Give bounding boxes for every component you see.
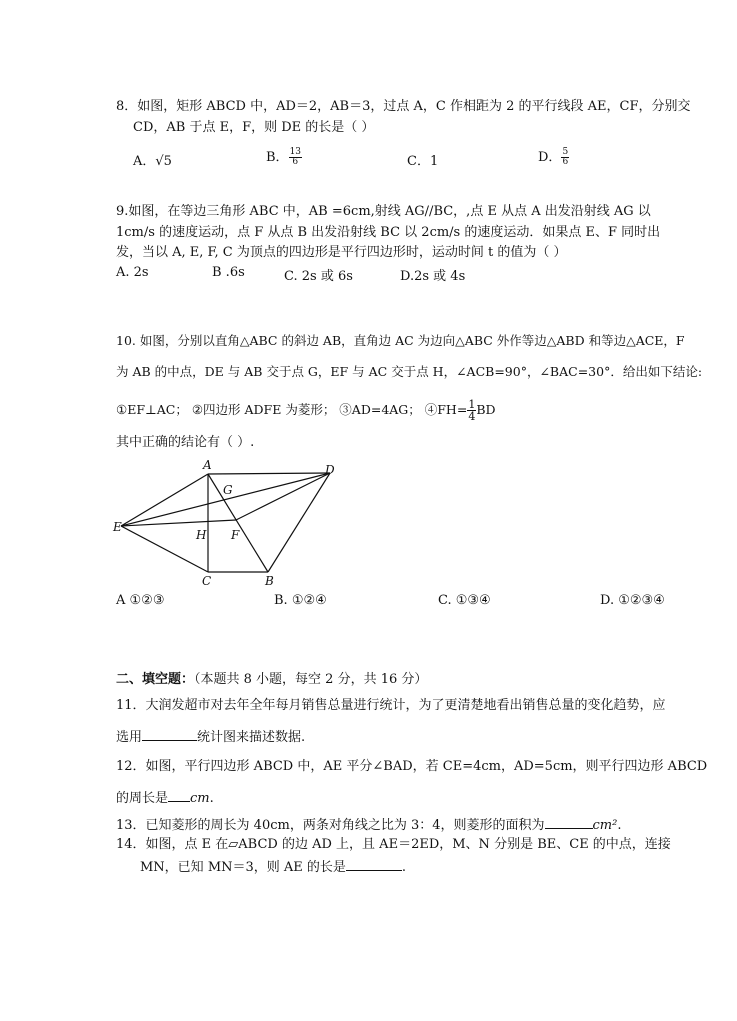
q9-line1: 9.如图，在等边三角形 ABC 中，AB =6cm,射线 AG//BC，,点 E 从点 A 出发沿射线 AG 以 xyxy=(116,204,651,219)
q8-option-a-value: √5 xyxy=(155,154,172,169)
section2-title: 二、填空题： xyxy=(116,672,195,687)
q10-bd: BD xyxy=(476,402,496,417)
label-g: G xyxy=(223,483,233,497)
q10-option-a: A ①②③ xyxy=(116,593,165,608)
q13-text: 13．已知菱形的周长为 40cm，两条对角线之比为 3：4，则菱形的面积为 xyxy=(116,818,545,833)
q8-option-a-label: A． xyxy=(133,154,156,169)
q10-line1: 10. 如图，分别以直角△ABC 的斜边 AB，直角边 AC 为边向△ABC 外作等边△ABD 和等边△ACE，F xyxy=(116,333,685,348)
q9-option-b: B .6s xyxy=(212,265,245,280)
q13-answer-blank[interactable] xyxy=(545,816,593,829)
q8-option-b-label: B． xyxy=(266,150,289,165)
q14-text: MN，已知 MN＝3，则 AE 的长是 xyxy=(140,860,346,875)
label-b: B xyxy=(265,574,274,588)
section2-heading xyxy=(116,671,427,689)
q9-line2: 1cm/s 的速度运动，点 F 从点 B 出发沿射线 BC 以 2cm/s 的速度运动．如果点 E、F 同时出 xyxy=(116,225,661,240)
label-h: H xyxy=(196,528,207,542)
q10-option-c: C. ①③④ xyxy=(438,593,491,608)
q10-option-d: D. ①②③④ xyxy=(600,593,665,608)
q11-line1: 11．大润发超市对去年全年每月销售总量进行统计，为了更清楚地看出销售总量的变化趋势，应 xyxy=(116,698,666,713)
q11-suffix: 统计图来描述数据. xyxy=(197,730,306,745)
q10-line2: 为 AB 的中点，DE 与 AB 交于点 G，EF 与 AC 交于点 H，∠ACB=90°，∠BAC=30°．给出如下结论: xyxy=(116,364,703,379)
q14-line1: 14．如图，点 E 在▱ABCD 的边 AD 上，且 AE＝2ED，M、N 分别是 BE、CE 的中点，连接 xyxy=(116,837,671,852)
segment-ab xyxy=(208,474,268,572)
q11-prefix: 选用 xyxy=(116,730,143,745)
label-a: A xyxy=(203,458,212,472)
q13-line1 xyxy=(116,816,621,835)
q14-line2 xyxy=(140,858,406,877)
label-e: E xyxy=(113,520,122,534)
q10-option-b: B. ①②④ xyxy=(274,593,327,608)
q13-unit: cm² xyxy=(592,818,618,833)
segment-ea xyxy=(121,474,208,526)
q12-unit: cm xyxy=(190,791,210,806)
q12-period: . xyxy=(209,791,214,806)
q12-line1: 12．如图，平行四边形 ABCD 中，AE 平分∠BAD，若 CE=4cm，AD=5cm，则平行四边形 ABCD xyxy=(116,759,708,774)
segment-ad xyxy=(208,473,330,474)
q8-line1: 8．如图，矩形 ABCD 中，AD＝2，AB＝3，过点 A，C 作相距为 2 的平行线段 AE，CF，分别交 xyxy=(116,99,691,114)
segment-ef xyxy=(121,520,236,526)
q10-line4: 其中正确的结论有（ ）. xyxy=(116,435,255,450)
q9-line3: 发，当以 A, E, F, C 为顶点的四边形是平行四边形时，运动时间 t 的值为（ ） xyxy=(116,245,567,260)
section2-note: （本题共 8 小题，每空 2 分，共 16 分） xyxy=(194,672,428,687)
q8-option-c: C．1 xyxy=(407,154,439,169)
label-c: C xyxy=(202,574,212,588)
q10-fraction: $\frac{1}{4}$ xyxy=(468,398,476,423)
q12-line2 xyxy=(116,789,214,808)
segment-ed xyxy=(121,473,330,526)
q10-conclusions: ①EF⊥AC； ②四边形 ADFE 为菱形； ③AD=4AG； ④FH= xyxy=(116,402,468,417)
q9-option-d: D.2s 或 4s xyxy=(400,269,466,284)
q14-answer-blank[interactable] xyxy=(346,858,402,871)
q8-option-d-label: D． xyxy=(538,150,562,165)
label-d: D xyxy=(325,463,335,477)
segment-ec xyxy=(121,526,208,572)
q8-line2: CD，AB 于点 E，F，则 DE 的长是（ ） xyxy=(133,120,375,135)
q8-option-d-fraction: $\frac{5}{6}$ xyxy=(562,147,569,167)
q12-prefix: 的周长是 xyxy=(116,791,169,806)
q9-option-a: A. 2s xyxy=(116,265,149,280)
q11-line2 xyxy=(116,728,305,747)
q13-period: . xyxy=(617,818,622,833)
q14-period: . xyxy=(401,860,407,875)
q11-answer-blank[interactable] xyxy=(142,728,197,741)
label-f: F xyxy=(231,528,240,542)
q8-option-b-fraction: $\frac{13}{6}$ xyxy=(289,147,302,167)
q9-option-c: C. 2s 或 6s xyxy=(284,269,353,284)
q12-answer-blank[interactable] xyxy=(168,789,190,802)
